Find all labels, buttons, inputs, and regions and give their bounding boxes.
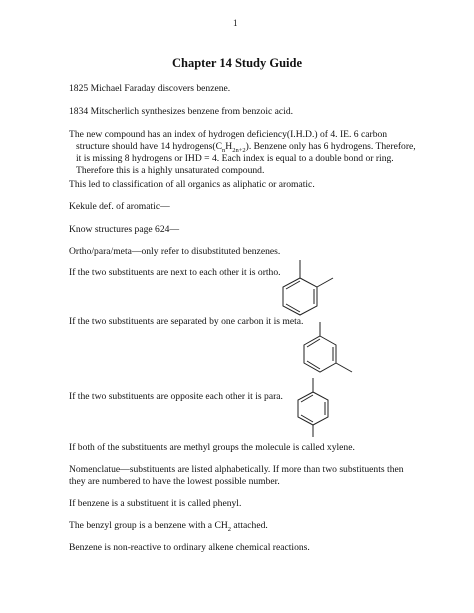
- paragraph-ortho: If the two substituents are next to each other it is ortho.: [69, 267, 281, 278]
- paragraph-non-reactive: Benzene is non-reactive to ordinary alkene chemical reactions.: [69, 542, 310, 553]
- paragraph-phenyl: If benzene is a substituent it is called phenyl.: [69, 498, 242, 509]
- paragraph-benzyl: [69, 520, 268, 532]
- formula-subscript-n: n: [222, 146, 226, 154]
- meta-xylene-structure: [290, 322, 370, 384]
- paragraph-structures: Know structures page 624—: [69, 224, 180, 235]
- paragraph-faraday: 1825 Michael Faraday discovers benzene.: [69, 83, 231, 94]
- paragraph-para: If the two substituents are opposite each other it is para.: [69, 391, 283, 402]
- paragraph-meta: If the two substituents are separated by one carbon it is meta.: [69, 316, 304, 327]
- benzyl-text-pre: The benzyl group is a benzene with a CH: [69, 520, 228, 531]
- paragraph-ihd-line4: Therefore this is a highly unsaturated compound.: [76, 165, 265, 176]
- page-title: Chapter 14 Study Guide: [171, 56, 302, 70]
- paragraph-mitscherlich: 1834 Mitscherlich synthesizes benzene from benzoic acid.: [69, 106, 294, 117]
- ihd-text-pre: structure should have 14 hydrogens(C: [76, 141, 223, 152]
- paragraph-kekule: Kekule def. of aromatic—: [69, 201, 170, 212]
- benzyl-subscript-2: 2: [227, 525, 232, 533]
- paragraph-ihd-line1: The new compound has an index of hydrogen deficiency(I.H.D.) of 4. IE. 6 carbon: [69, 129, 388, 140]
- ihd-text-post: ). Benzene only has 6 hydrogens. Therefore,: [245, 141, 416, 152]
- ortho-xylene-structure: [265, 258, 355, 324]
- paragraph-xylene: If both of the substituents are methyl groups the molecule is called xylene.: [69, 442, 355, 453]
- paragraph-nomenclature-line2: they are numbered to have the lowest possible number.: [69, 476, 280, 487]
- paragraph-classification: This led to classification of all organics as aliphatic or aromatic.: [69, 179, 315, 190]
- paragraph-ihd-line2: [76, 141, 416, 153]
- benzyl-text-post: attached.: [231, 520, 268, 531]
- paragraph-ortho-para-meta: Ortho/para/meta—only refer to disubstituted benzenes.: [69, 246, 281, 257]
- paragraph-nomenclature-line1: Nomenclatue—substituents are listed alphabetically. If more than two substituents then: [69, 464, 404, 475]
- para-xylene-structure: [283, 378, 343, 438]
- ihd-text-h: H: [225, 141, 233, 152]
- page-number: 1: [233, 18, 238, 28]
- formula-subscript-2n2: 2n+2: [232, 146, 246, 154]
- paragraph-ihd-line3: it is missing 8 hydrogens or IHD = 4. Each index is equal to a double bond or ring.: [76, 153, 394, 164]
